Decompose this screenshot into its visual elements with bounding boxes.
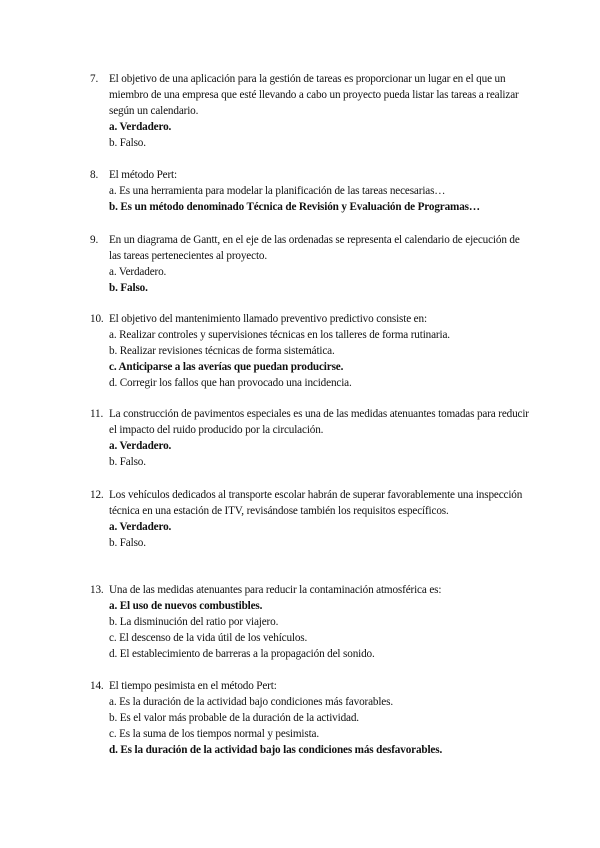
option-b[interactable]: b. Falso. <box>109 456 146 468</box>
option-a[interactable]: a. Es la duración de la actividad bajo condiciones más favorables. <box>109 696 393 708</box>
question-text: En un diagrama de Gantt, en el eje de las ordenadas se representa el calendario de ejecución de las tareas pertenecientes al proyecto. <box>109 234 520 262</box>
question-number: 9. <box>90 234 99 246</box>
question-11 <box>90 406 530 470</box>
options-list <box>109 598 530 662</box>
question-7 <box>90 71 530 151</box>
option-a[interactable]: a. Realizar controles y supervisiones técnicas en los talleres de forma rutinaria. <box>109 329 450 341</box>
option-c-correct[interactable]: c. Anticiparse a las averías que puedan producirse. <box>109 361 344 373</box>
question-number: 7. <box>90 73 99 85</box>
option-a-correct[interactable]: a. El uso de nuevos combustibles. <box>109 600 263 612</box>
question-10 <box>90 311 530 391</box>
option-d-correct[interactable]: d. Es la duración de la actividad bajo las condiciones más desfavorables. <box>109 744 443 756</box>
question-text: El objetivo de una aplicación para la gestión de tareas es proporcionar un lugar en el que un miembro de una empresa que esté llevando a cabo un proyecto pueda listar las tareas a realizar según un calendario. <box>109 73 519 117</box>
question-number: 10. <box>90 313 104 325</box>
question-number: 8. <box>90 169 99 181</box>
question-text: Una de las medidas atenuantes para reducir la contaminación atmosférica es: <box>109 584 442 596</box>
option-c[interactable]: c. El descenso de la vida útil de los vehículos. <box>109 632 308 644</box>
option-b-correct[interactable]: b. Falso. <box>109 282 148 294</box>
question-text: El método Pert: <box>109 169 177 181</box>
question-13 <box>90 582 530 662</box>
option-a-correct[interactable]: a. Verdadero. <box>109 121 172 133</box>
question-number: 12. <box>90 489 104 501</box>
options-list <box>109 519 530 551</box>
options-list <box>109 438 530 470</box>
options-list <box>109 327 530 391</box>
options-list <box>109 119 530 151</box>
question-8 <box>90 167 530 215</box>
option-a-correct[interactable]: a. Verdadero. <box>109 521 172 533</box>
option-b[interactable]: b. Realizar revisiones técnicas de forma sistemática. <box>109 345 335 357</box>
option-b[interactable]: b. Falso. <box>109 537 146 549</box>
option-c[interactable]: c. Es la suma de los tiempos normal y pesimista. <box>109 728 319 740</box>
question-14 <box>90 678 530 758</box>
option-d[interactable]: d. El establecimiento de barreras a la propagación del sonido. <box>109 648 375 660</box>
options-list <box>109 264 530 296</box>
option-d[interactable]: d. Corregir los fallos que han provocado una incidencia. <box>109 377 352 389</box>
question-number: 11. <box>90 408 104 420</box>
question-text: La construcción de pavimentos especiales es una de las medidas atenuantes tomadas para reducir el impacto del ruido producido por la circulación. <box>109 408 529 436</box>
option-a[interactable]: a. Verdadero. <box>109 266 167 278</box>
option-b-correct[interactable]: b. Es un método denominado Técnica de Revisión y Evaluación de Programas… <box>109 201 480 213</box>
option-b[interactable]: b. Falso. <box>109 137 146 149</box>
options-list <box>109 694 530 758</box>
options-list <box>109 183 530 215</box>
question-number: 14. <box>90 680 104 692</box>
question-text: Los vehículos dedicados al transporte escolar habrán de superar favorablemente una inspección técnica en una estación de ITV, revisándose también los requisitos específicos. <box>109 489 523 517</box>
question-9 <box>90 232 530 296</box>
option-a[interactable]: a. Es una herramienta para modelar la planificación de las tareas necesarias… <box>109 185 446 197</box>
question-text: El objetivo del mantenimiento llamado preventivo predictivo consiste en: <box>109 313 427 325</box>
option-b[interactable]: b. Es el valor más probable de la duración de la actividad. <box>109 712 359 724</box>
question-12 <box>90 487 530 551</box>
question-number: 13. <box>90 584 104 596</box>
question-text: El tiempo pesimista en el método Pert: <box>109 680 277 692</box>
option-b[interactable]: b. La disminución del ratio por viajero. <box>109 616 279 628</box>
option-a-correct[interactable]: a. Verdadero. <box>109 440 172 452</box>
